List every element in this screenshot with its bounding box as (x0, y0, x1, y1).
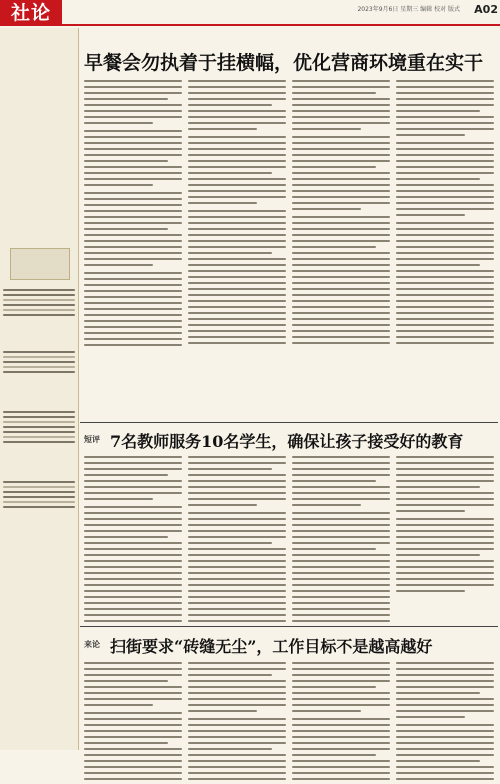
body-column (188, 80, 286, 350)
sidebar-text-block (3, 408, 75, 446)
issue-meta: 2023年9月6日 星期三 编辑 校对 版式 (357, 6, 460, 13)
article-divider (80, 422, 498, 423)
masthead-rule (0, 24, 500, 26)
body-column (84, 662, 182, 784)
article-1-title: 早餐会勿执着于挂横幅，优化营商环境重在实干 (84, 52, 484, 74)
body-column (292, 662, 390, 784)
sidebar-text-block (3, 286, 75, 319)
body-column (396, 80, 494, 350)
sidebar-info (0, 28, 79, 750)
section-label: 社论 (0, 0, 62, 26)
article-divider (80, 626, 498, 627)
sidebar-logo (10, 248, 70, 280)
sidebar-text-block (3, 348, 75, 376)
article-3-kicker: 来论 (84, 640, 100, 649)
article-1-body (84, 80, 494, 350)
article-3-body (84, 662, 494, 784)
body-column (84, 456, 182, 626)
body-column (188, 662, 286, 784)
article-2-title: 7名教师服务10名学生，确保让孩子接受好的教育 (110, 432, 464, 451)
page-number: A02 (474, 3, 498, 16)
body-column (396, 456, 494, 626)
article-3-title: 扫街要求“砖缝无尘”，工作目标不是越高越好 (110, 637, 433, 656)
article-2-body (84, 456, 494, 626)
article-2-kicker: 短评 (84, 435, 100, 444)
body-column (396, 662, 494, 784)
body-column (292, 456, 390, 626)
body-column (292, 80, 390, 350)
body-column (188, 456, 286, 626)
masthead-bar (0, 0, 500, 26)
body-column (84, 80, 182, 350)
sidebar-text-block (3, 478, 75, 511)
